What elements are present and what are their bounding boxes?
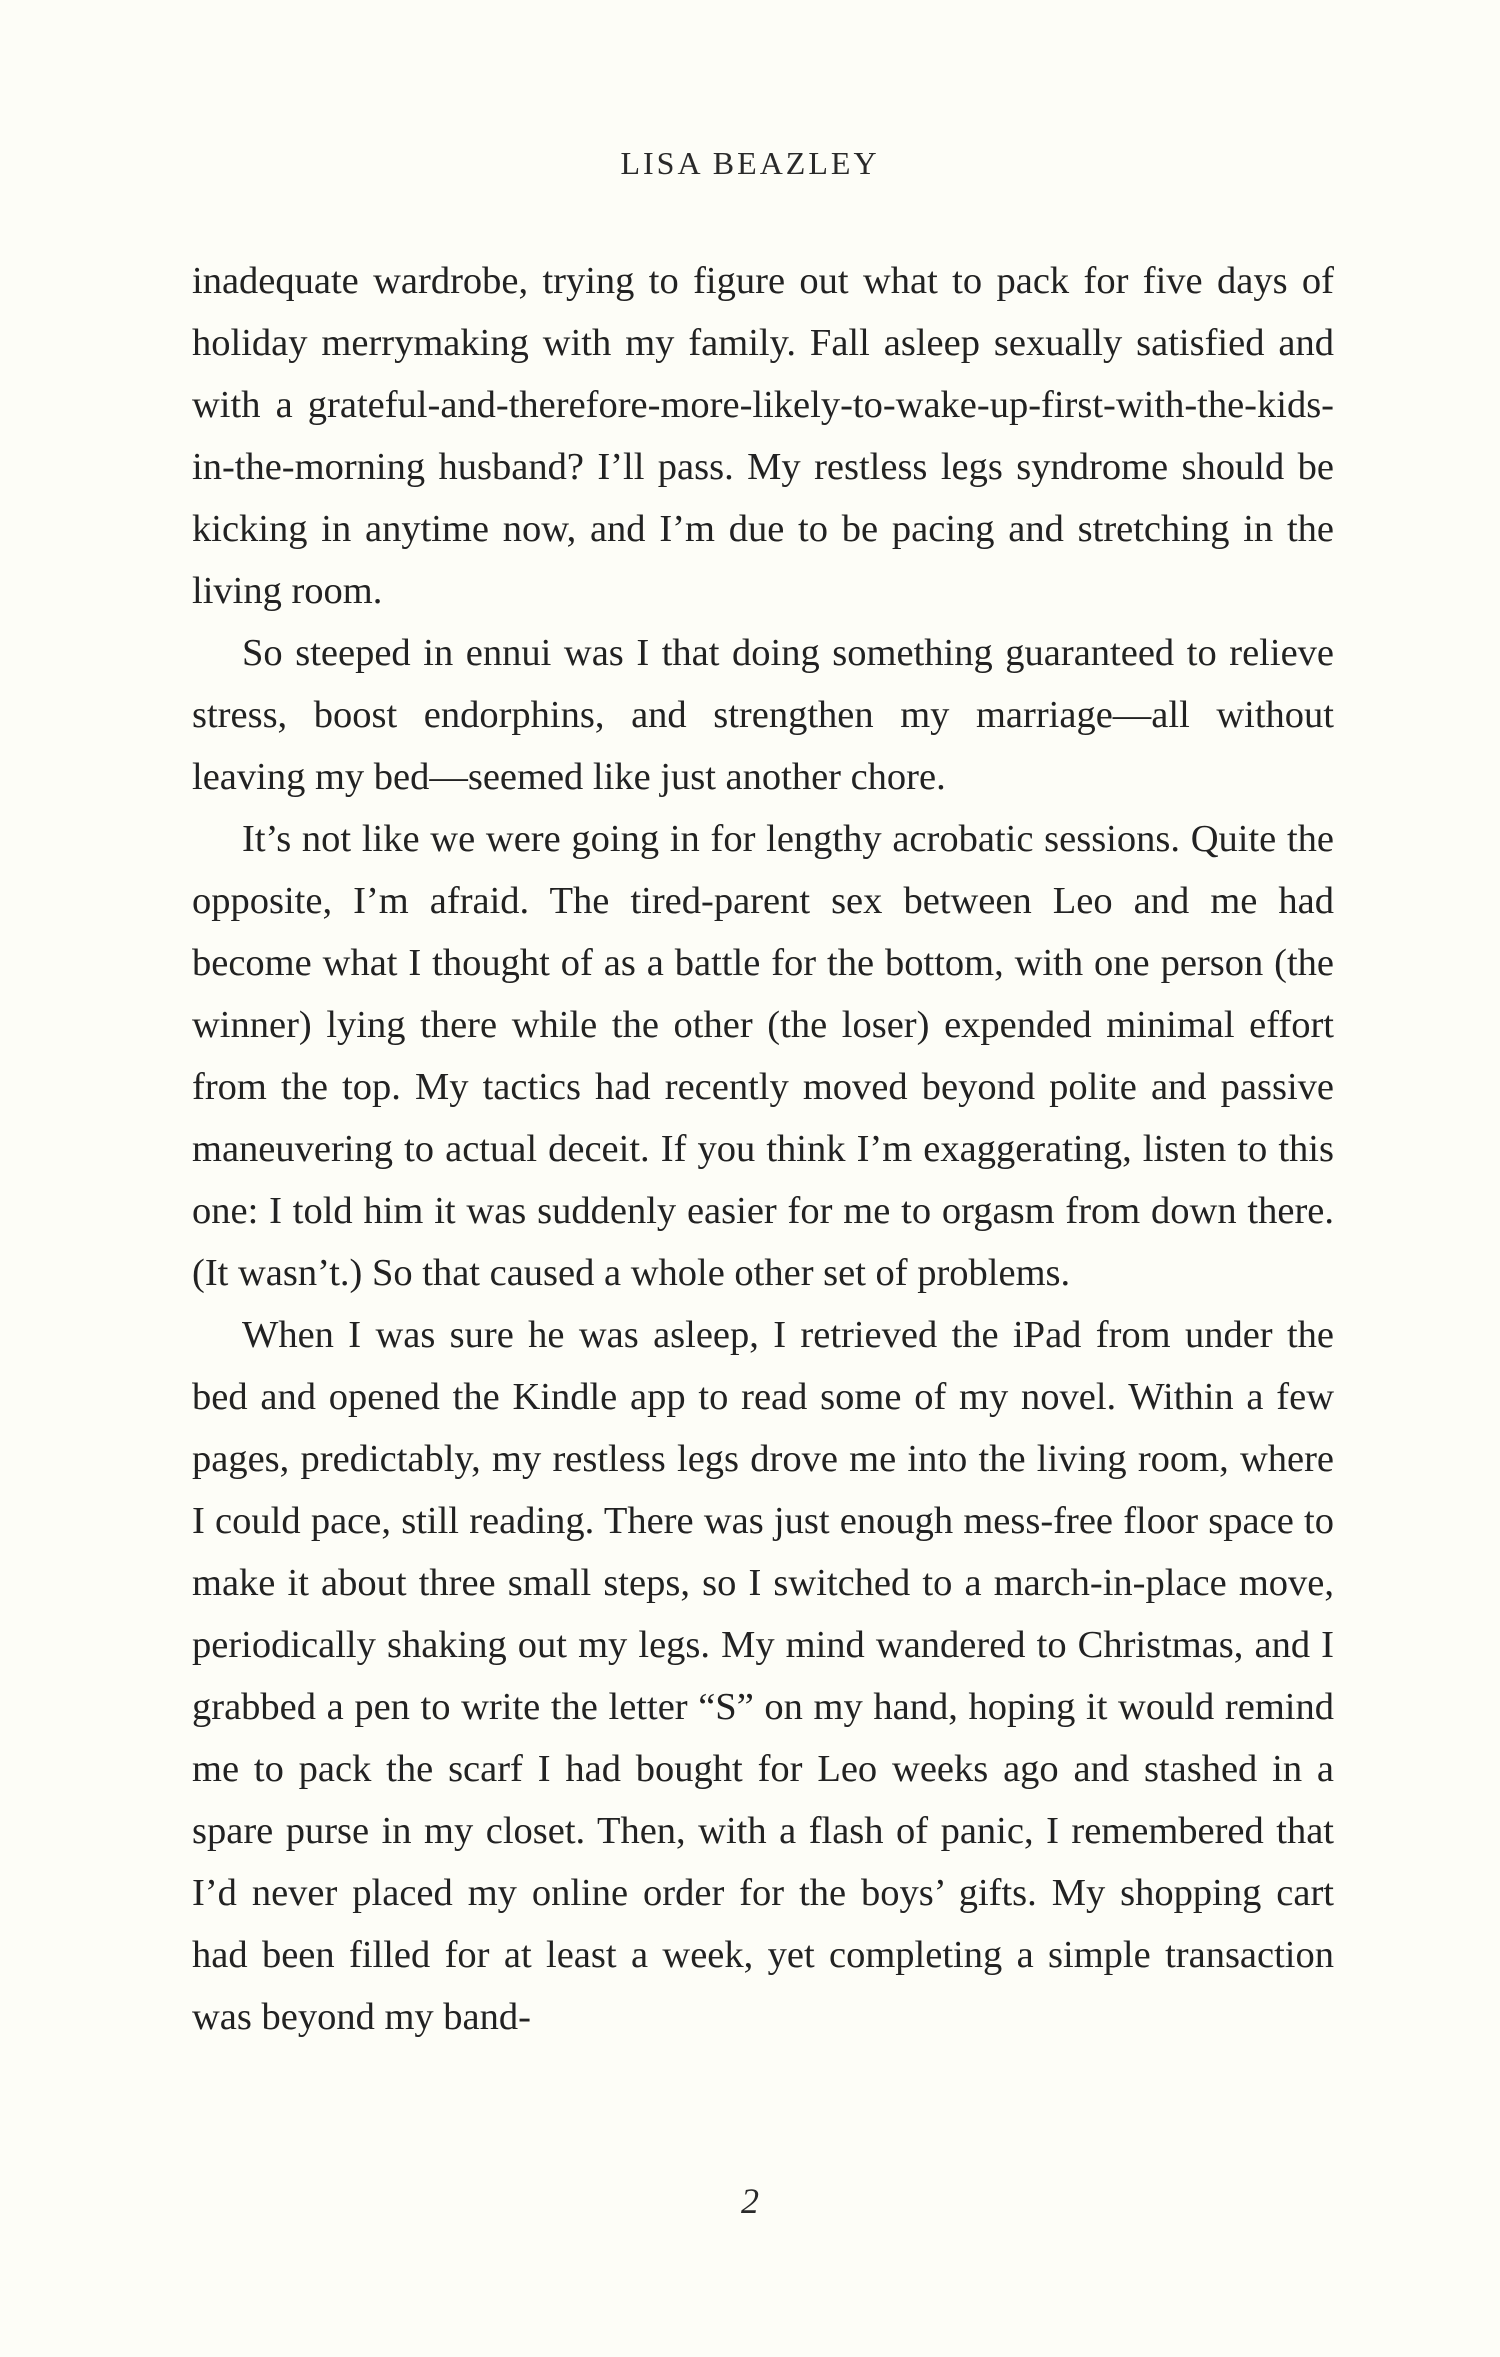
body-text [192, 250, 1334, 2048]
paragraph: So steeped in ennui was I that doing something guaranteed to relieve stress, boost endorphins, and strengthen my marriage—all without leaving my bed—seemed like just another chore. [192, 632, 1334, 798]
paragraph: When I was sure he was asleep, I retrieved the iPad from under the bed and opened the Kindle app to read some of my novel. Within a few pages, predictably, my restless legs drove me into the living room, where I could pace, still reading. There was just enough mess-free floor space to make it about three small steps, so I switched to a march-in-place move, periodically shaking out my legs. My mind wandered to Christmas, and I grabbed a pen to write the letter “S” on my hand, hoping it would remind me to pack the scarf I had bought for Leo weeks ago and stashed in a spare purse in my closet. Then, with a flash of panic, I remembered that I’d never placed my online order for the boys’ gifts. My shopping cart had been filled for at least a week, yet completing a simple transaction was beyond my band- [192, 1314, 1334, 2038]
paragraph: It’s not like we were going in for lengthy acrobatic sessions. Quite the opposite, I’m afraid. The tired-parent sex between Leo and me had become what I thought of as a battle for the bottom, with one person (the winner) lying there while the other (the loser) expended minimal effort from the top. My tactics had recently moved beyond polite and passive maneuvering to actual deceit. If you think I’m exaggerating, listen to this one: I told him it was suddenly easier for me to orgasm from down there. (It wasn’t.) So that caused a whole other set of problems. [192, 818, 1334, 1294]
running-head: LISA BEAZLEY [620, 145, 880, 181]
paragraph: inadequate wardrobe, trying to figure out what to pack for five days of holiday merrymaking with my family. Fall asleep sexually satisfied and with a grateful-and-therefore-more-likely-to-wake-up-first-with-the-kids-in-the-morning husband? I’ll pass. My restless legs syndrome should be kicking in anytime now, and I’m due to be pacing and stretching in the living room. [192, 260, 1334, 612]
page-number: 2 [741, 2181, 759, 2221]
